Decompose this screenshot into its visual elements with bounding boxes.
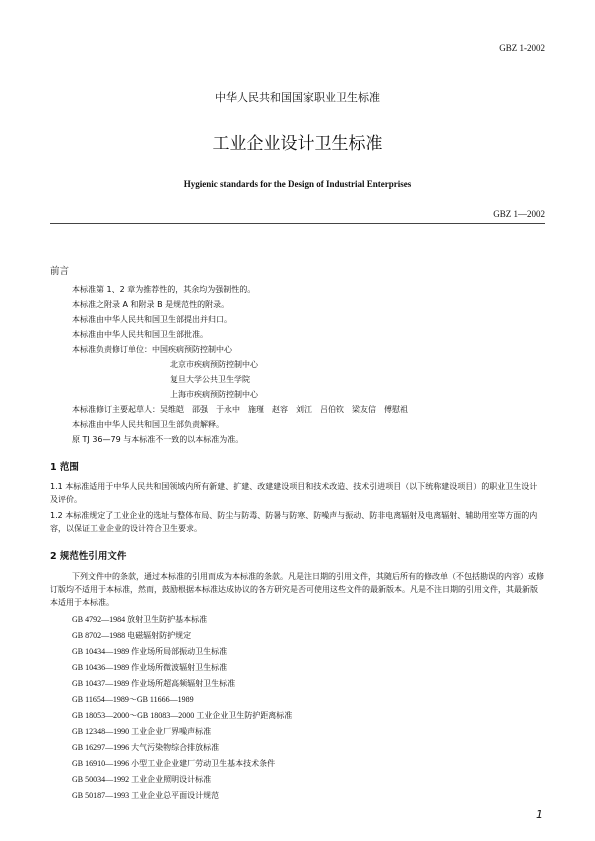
foreword-line: 本标准修订主要起草人：吴维皑 邵强 于永中 施瑾 赵容 刘江 吕伯钦 梁友信 傅慰祖 bbox=[72, 405, 408, 414]
doc-code-top: GBZ 1-2002 bbox=[499, 43, 545, 53]
reference-item: GB 4792—1984 放射卫生防护基本标准 bbox=[72, 615, 208, 624]
revision-unit: 北京市疾病预防控制中心 bbox=[170, 360, 258, 369]
foreword-line: 本标准之附录 A 和附录 B 是规范性的附录。 bbox=[72, 300, 230, 309]
section-1-heading: 1 范围 bbox=[50, 462, 79, 473]
foreword-line: 本标准由中华人民共和国卫生部提出并归口。 bbox=[72, 315, 232, 324]
doc-code-right: GBZ 1—2002 bbox=[493, 209, 545, 219]
foreword-line: 本标准负责修订单位：中国疾病预防控制中心 bbox=[72, 345, 232, 354]
foreword-line: 本标准由中华人民共和国卫生部批准。 bbox=[72, 330, 208, 339]
foreword-line: 本标准由中华人民共和国卫生部负责解释。 bbox=[72, 420, 224, 429]
foreword-line: 原 TJ 36—79 与本标准不一致的以本标准为准。 bbox=[72, 435, 244, 444]
english-title: Hygienic standards for the Design of Industrial Enterprises bbox=[183, 179, 412, 189]
org-title: 中华人民共和国国家职业卫生标准 bbox=[215, 91, 380, 104]
reference-item: GB 12348—1990 工业企业厂界噪声标准 bbox=[72, 727, 212, 736]
foreword-line: 本标准第 1、2 章为推荐性的，其余均为强制性的。 bbox=[72, 285, 256, 294]
foreword-heading: 前言 bbox=[50, 266, 70, 277]
reference-item: GB 16910—1996 小型工业企业建厂劳动卫生基本技术条件 bbox=[72, 759, 276, 768]
page-number: 1 bbox=[536, 808, 543, 821]
reference-item: GB 11654—1989～GB 11666—1989 bbox=[72, 695, 194, 704]
reference-item: GB 10436—1989 作业场所微波辐射卫生标准 bbox=[72, 663, 228, 672]
reference-item: GB 10437—1989 作业场所超高频辐射卫生标准 bbox=[72, 679, 236, 688]
page-title: 工业企业设计卫生标准 bbox=[212, 134, 383, 154]
revision-unit: 上海市疾病预防控制中心 bbox=[170, 390, 258, 399]
reference-item: GB 8702—1988 电磁辐射防护规定 bbox=[72, 631, 192, 640]
reference-item: GB 50034—1992 工业企业照明设计标准 bbox=[72, 775, 212, 784]
reference-item: GB 10434—1989 作业场所局部振动卫生标准 bbox=[72, 647, 228, 656]
reference-item: GB 16297—1996 大气污染物综合排放标准 bbox=[72, 743, 220, 752]
revision-unit: 复旦大学公共卫生学院 bbox=[170, 375, 250, 384]
section-1-2: 1.2 本标准规定了工业企业的选址与整体布局、防尘与防毒、防暑与防寒、防噪声与振动、防非电离辐射及电离辐射、辅助用室等方面的内容，以保证工业企业的设计符合卫生要求。 bbox=[50, 511, 538, 533]
section-1-1: 1.1 本标准适用于中华人民共和国领域内所有新建、扩建、改建建设项目和技术改造、技术引进项目（以下统称建设项目）的职业卫生设计及评价。 bbox=[50, 482, 538, 504]
reference-item: GB 18053—2000～GB 18083—2000 工业企业卫生防护距离标准 bbox=[72, 711, 293, 720]
section-2-intro: 下列文件中的条款，通过本标准的引用而成为本标准的条款。凡是注日期的引用文件，其随后所有的修改单（不包括勘误的内容）或修订版均不适用于本标准，然而，鼓励根据本标准达成协议的各方研究是否可使用这些文件的最新版本。凡是不注日期的引用文件，其最新版本适用于本标准。 bbox=[50, 572, 544, 607]
section-2-heading: 2 规范性引用文件 bbox=[50, 551, 127, 562]
header-divider bbox=[50, 223, 545, 224]
reference-item: GB 50187—1993 工业企业总平面设计规范 bbox=[72, 791, 220, 800]
